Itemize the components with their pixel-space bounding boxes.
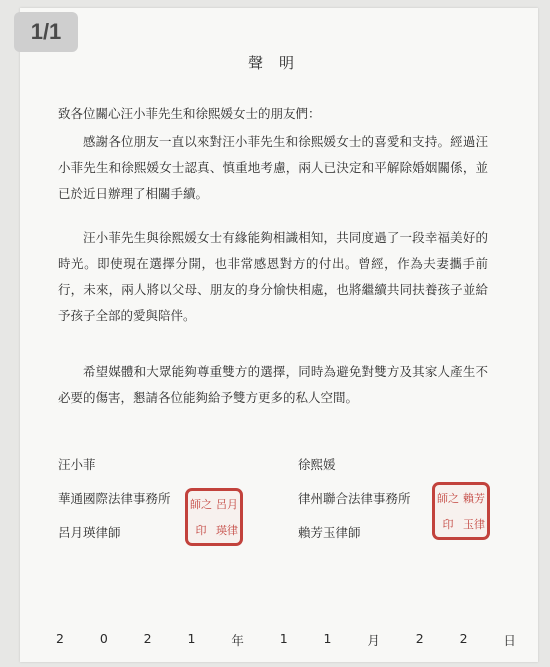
right-lawyer: 賴芳玉律師	[298, 525, 361, 540]
seal-char: 師之	[437, 491, 459, 505]
document-title: 聲明	[247, 54, 310, 72]
date-char: 年	[231, 633, 244, 648]
greeting: 致各位關心汪小菲先生和徐熙媛女士的朋友們：	[58, 106, 321, 121]
document-date	[56, 631, 516, 649]
seal-char: 瑛律	[216, 523, 238, 537]
date-char: 月	[367, 633, 380, 648]
date-char: 1	[279, 631, 288, 646]
paragraph-1: 感謝各位朋友一直以來對汪小菲先生和徐熙媛女士的喜愛和支持。經過汪小菲先生和徐熙媛女士認真、慎重地考慮，兩人已決定和平解除婚姻關係，並已於近日辦理了相關手續。	[58, 134, 488, 201]
seal-char: 呂月	[216, 497, 238, 511]
page-counter-badge: 1/1	[14, 12, 78, 52]
right-seal-stamp	[432, 482, 490, 540]
left-law-firm: 華通國際法律事務所	[58, 491, 171, 506]
date-char: 2	[143, 631, 152, 646]
paragraph-3: 希望媒體和大眾能夠尊重雙方的選擇，同時為避免對雙方及其家人產生不必要的傷害，懇請各位能夠給予雙方更多的私人空間。	[58, 364, 488, 405]
seal-char: 印	[195, 523, 207, 537]
seal-char: 印	[442, 517, 454, 531]
date-char: 1	[187, 631, 196, 646]
paragraph-2: 汪小菲先生與徐熙媛女士有緣能夠相識相知，共同度過了一段幸福美好的時光。即使現在選擇分開，也非常感恩對方的付出。曾經，作為夫妻攜手前行，未來，兩人將以父母、朋友的身分愉快相處，也將繼續共同扶養孩子並給予孩子全部的愛與陪伴。	[58, 230, 488, 323]
date-char: 2	[56, 631, 64, 646]
left-seal-stamp	[185, 488, 243, 546]
date-char: 2	[415, 631, 424, 646]
right-law-firm: 律州聯合法律事務所	[298, 491, 411, 506]
date-char: 0	[99, 631, 108, 646]
document-page	[20, 8, 538, 662]
right-signatory-name: 徐熙媛	[298, 457, 336, 472]
left-lawyer: 呂月瑛律師	[58, 525, 121, 540]
date-char: 2	[459, 631, 468, 646]
seal-char: 師之	[190, 497, 212, 511]
seal-char: 玉律	[463, 517, 485, 531]
left-signatory-name: 汪小菲	[58, 457, 96, 472]
seal-char: 賴芳	[463, 491, 485, 505]
date-char: 1	[323, 631, 332, 646]
date-char: 日	[503, 633, 516, 648]
